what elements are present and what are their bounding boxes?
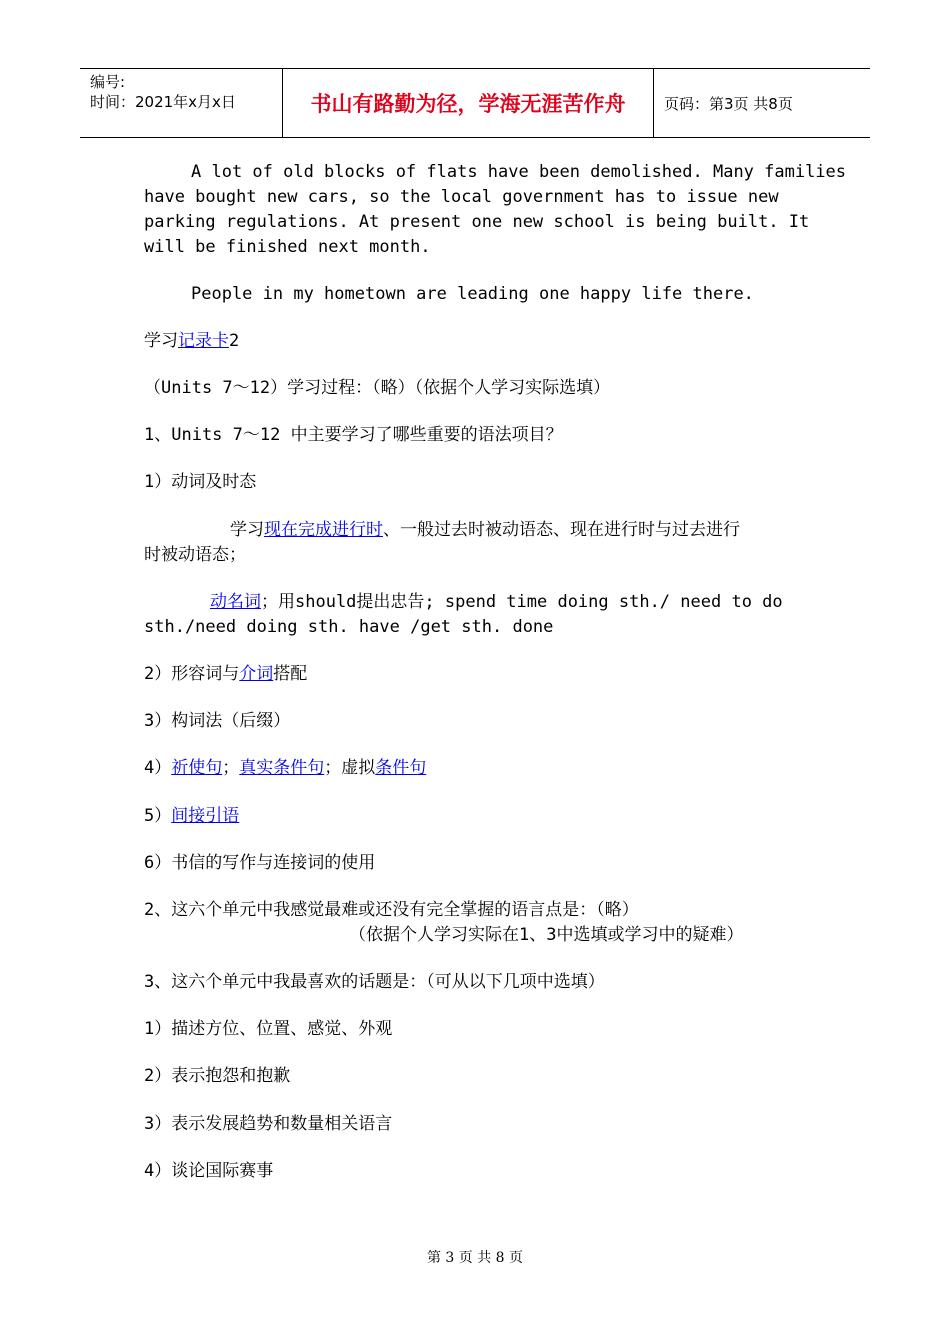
grammar-5-prefix: 5）: [144, 806, 172, 826]
grammar-4-sep2: ；虚拟: [324, 758, 376, 778]
units-line: （Units 7～12）学习过程：（略）（依据个人学习实际选填）: [144, 378, 611, 398]
conditional-link[interactable]: 条件句: [375, 758, 427, 778]
date-line: 时间：2021年x月x日: [90, 93, 236, 111]
indirect-speech-link[interactable]: 间接引语: [171, 806, 240, 826]
question-3: 3、这六个单元中我最喜欢的话题是：（可从以下几项中选填）: [144, 972, 605, 992]
grammar-1-sub: [230, 518, 740, 543]
grammar-item-3: 3）构词法（后缀）: [144, 711, 291, 731]
grammar-item-5: [144, 804, 239, 829]
present-perfect-continuous-link[interactable]: 现在完成进行时: [264, 520, 383, 540]
gerund-rest: ；用should提出忠告; spend time doing sth./ need to do: [261, 592, 783, 612]
number-label: 编号:: [90, 73, 126, 91]
imperative-link[interactable]: 祈使句: [171, 758, 223, 778]
grammar-item-2: [144, 662, 307, 687]
card-title: [144, 329, 239, 354]
para2: People in my hometown are leading one happy life there.: [191, 284, 754, 304]
para1-line3: parking regulations. At present one new school is being built. It: [144, 212, 810, 232]
topic-item-4: 4）谈论国际赛事: [144, 1161, 274, 1181]
header-meta: [80, 69, 283, 137]
grammar-1-gerund: [210, 590, 783, 615]
para1-line1: A lot of old blocks of flats have been demolished. Many families: [191, 162, 847, 182]
grammar-2-suffix: 搭配: [273, 664, 308, 684]
grammar-1-sub-rest: 、一般过去时被动语态、现在进行时与过去进行: [383, 520, 740, 540]
grammar-4-sep1: ；: [222, 758, 240, 778]
grammar-1-sub-prefix: 学习: [230, 520, 264, 540]
record-card-link[interactable]: 记录卡: [178, 331, 229, 351]
header-page-info: 页码：第3页 共8页: [664, 94, 793, 113]
grammar-item-6: 6）书信的写作与连接词的使用: [144, 853, 376, 873]
grammar-1-sub-line2: 时被动语态；: [144, 545, 246, 565]
question-2-note: （依据个人学习实际在1、3中选填或学习中的疑难）: [349, 925, 744, 945]
para1-line2: have bought new cars, so the local government has to issue new: [144, 187, 779, 207]
question-1: 1、Units 7～12 中主要学习了哪些重要的语法项目？: [144, 425, 563, 445]
grammar-4-prefix: 4）: [144, 758, 172, 778]
gerund-link[interactable]: 动名词: [210, 592, 261, 612]
grammar-item-4: [144, 756, 426, 781]
topic-item-2: 2）表示抱怨和抱歉: [144, 1066, 291, 1086]
preposition-link[interactable]: 介词: [239, 664, 274, 684]
card-prefix: 学习: [144, 331, 178, 351]
card-suffix: 2: [229, 331, 240, 351]
question-2: 2、这六个单元中我感觉最难或还没有完全掌握的语言点是：（略）: [144, 900, 639, 920]
grammar-1-gerund-line2: sth./need doing sth. have /get sth. done: [144, 617, 554, 637]
page-footer: 第 3 页 共 8 页: [426, 1250, 524, 1266]
grammar-2-prefix: 2）形容词与: [144, 664, 240, 684]
grammar-item-1: 1）动词及时态: [144, 472, 257, 492]
real-conditional-link[interactable]: 真实条件句: [239, 758, 325, 778]
header-motto: 书山有路勤为径，学海无涯苦作舟: [283, 69, 654, 137]
page-header: [80, 68, 870, 138]
topic-item-1: 1）描述方位、位置、感觉、外观: [144, 1019, 393, 1039]
para1-line4: will be finished next month.: [144, 237, 431, 257]
topic-item-3: 3）表示发展趋势和数量相关语言: [144, 1114, 393, 1134]
